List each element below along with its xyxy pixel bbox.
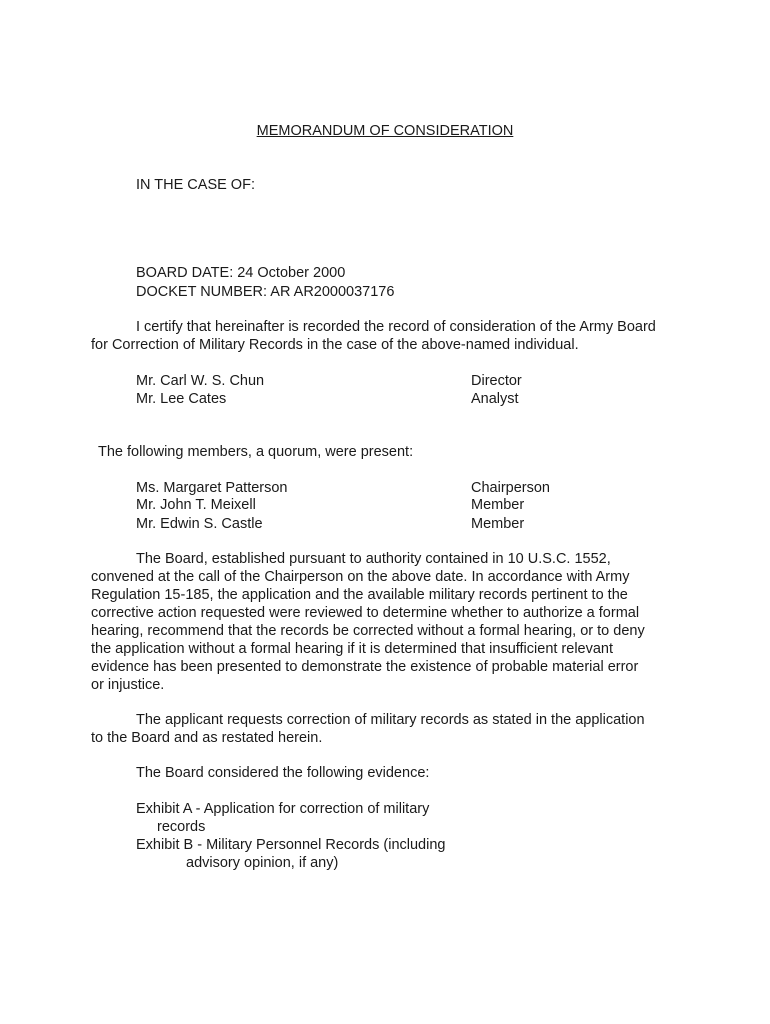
staff-name: Mr. Lee Cates [136,391,227,407]
quorum-text: The following members, a quorum, were present: [98,444,414,460]
member-role: Member [471,516,525,532]
applicant-line: The applicant requests correction of military records as stated in the application [136,712,645,728]
certify-paragraph [91,318,691,354]
member-name: Mr. John T. Meixell [136,497,256,513]
docket-number: DOCKET NUMBER: AR AR2000037176 [136,284,395,300]
board-line: or injustice. [91,677,165,693]
applicant-paragraph [91,711,691,747]
member-name: Ms. Margaret Patterson [136,480,288,496]
board-line: Regulation 15-185, the application and the available military records pertinent to the [91,587,628,603]
board-line: The Board, established pursuant to authority contained in 10 U.S.C. 1552, [136,551,611,567]
certify-line: for Correction of Military Records in the case of the above-named individual. [91,337,579,353]
applicant-line: to the Board and as restated herein. [91,730,323,746]
member-role: Member [471,497,525,513]
exhibit-a-continuation: records [157,819,206,835]
board-line: convened at the call of the Chairperson on the above date. In accordance with Army [91,569,630,585]
board-date: BOARD DATE: 24 October 2000 [136,265,346,281]
board-paragraph [91,550,691,694]
board-line: corrective action requested were reviewed to determine whether to authorize a formal [91,605,640,621]
board-line: hearing, recommend that the records be corrected without a formal hearing, or to deny [91,623,645,639]
exhibit-a-line: Exhibit A - Application for correction of military [136,801,430,817]
exhibit-b-line: Exhibit B - Military Personnel Records (including [136,837,446,853]
staff-role: Director [471,373,522,389]
member-name: Mr. Edwin S. Castle [136,516,263,532]
exhibit-b-continuation: advisory opinion, if any) [186,855,339,871]
evidence-intro: The Board considered the following evidence: [136,765,430,781]
certify-line: I certify that hereinafter is recorded the record of consideration of the Army Board [136,319,656,335]
case-heading: IN THE CASE OF: [136,177,255,193]
member-role: Chairperson [471,480,550,496]
staff-role: Analyst [471,391,519,407]
board-line: evidence has been presented to demonstrate the existence of probable material error [91,659,639,675]
page-title: MEMORANDUM OF CONSIDERATION [256,123,514,139]
board-line: the application without a formal hearing if it is determined that insufficient relevant [91,641,614,657]
staff-name: Mr. Carl W. S. Chun [136,373,265,389]
